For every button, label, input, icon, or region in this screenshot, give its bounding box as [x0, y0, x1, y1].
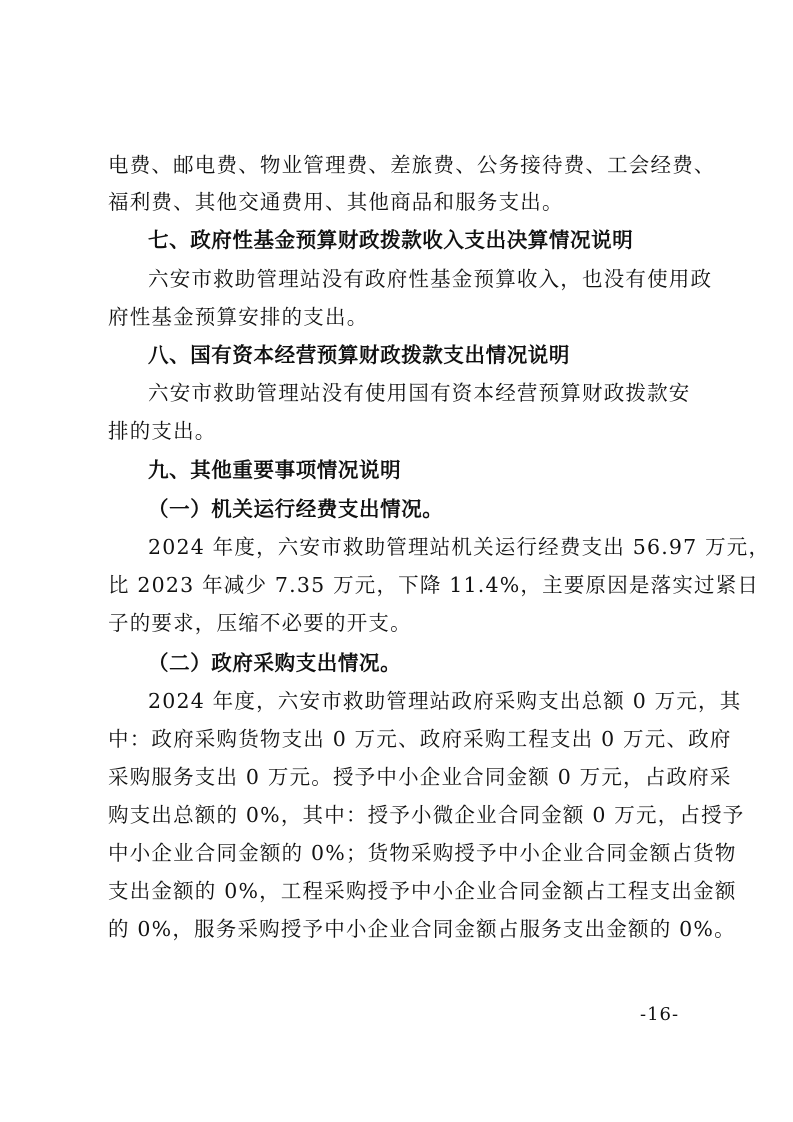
body-line-4: 府性基金预算安排的支出。 — [108, 305, 369, 329]
body-line-16: 的 0%，服务采购授予中小企业合同金额占服务支出金额的 0%。 — [108, 917, 736, 941]
section-heading-8: 八、国有资本经营预算财政拨款支出情况说明 — [148, 343, 570, 367]
section-heading-9: 九、其他重要事项情况说明 — [148, 458, 402, 482]
body-line-15: 支出金额的 0%，工程采购授予中小企业合同金额占工程支出金额 — [108, 879, 737, 903]
body-line-1: 电费、邮电费、物业管理费、差旅费、公务接待费、工会经费、 — [108, 153, 716, 177]
body-line-5: 六安市救助管理站没有使用国有资本经营预算财政拨款安 — [148, 381, 691, 405]
subsection-heading-1: （一）机关运行经费支出情况。 — [148, 497, 444, 521]
body-line-11: 中：政府采购货物支出 0 万元、政府采购工程支出 0 万元、政府 — [108, 727, 732, 751]
body-line-10: 2024 年度，六安市救助管理站政府采购支出总额 0 万元，其 — [148, 689, 742, 713]
subsection-heading-2: （二）政府采购支出情况。 — [148, 651, 402, 675]
body-line-3: 六安市救助管理站没有政府性基金预算收入，也没有使用政 — [148, 267, 713, 291]
body-line-2: 福利费、其他交通费用、其他商品和服务支出。 — [108, 190, 564, 214]
body-line-12: 采购服务支出 0 万元。授予中小企业合同金额 0 万元，占政府采 — [108, 765, 732, 789]
body-line-9: 子的要求，压缩不必要的开支。 — [108, 611, 412, 635]
page-number: -16- — [640, 1004, 680, 1025]
body-line-13: 购支出总额的 0%，其中：授予小微企业合同金额 0 万元，占授予 — [108, 803, 745, 827]
body-line-8: 比 2023 年减少 7.35 万元，下降 11.4%，主要原因是落实过紧日 — [108, 573, 760, 597]
body-line-7: 2024 年度，六安市救助管理站机关运行经费支出 56.97 万元， — [148, 535, 771, 559]
body-line-6: 排的支出。 — [108, 419, 217, 443]
section-heading-7: 七、政府性基金预算财政拨款收入支出决算情况说明 — [148, 228, 634, 252]
body-line-14: 中小企业合同金额的 0%；货物采购授予中小企业合同金额占货物 — [108, 841, 737, 865]
